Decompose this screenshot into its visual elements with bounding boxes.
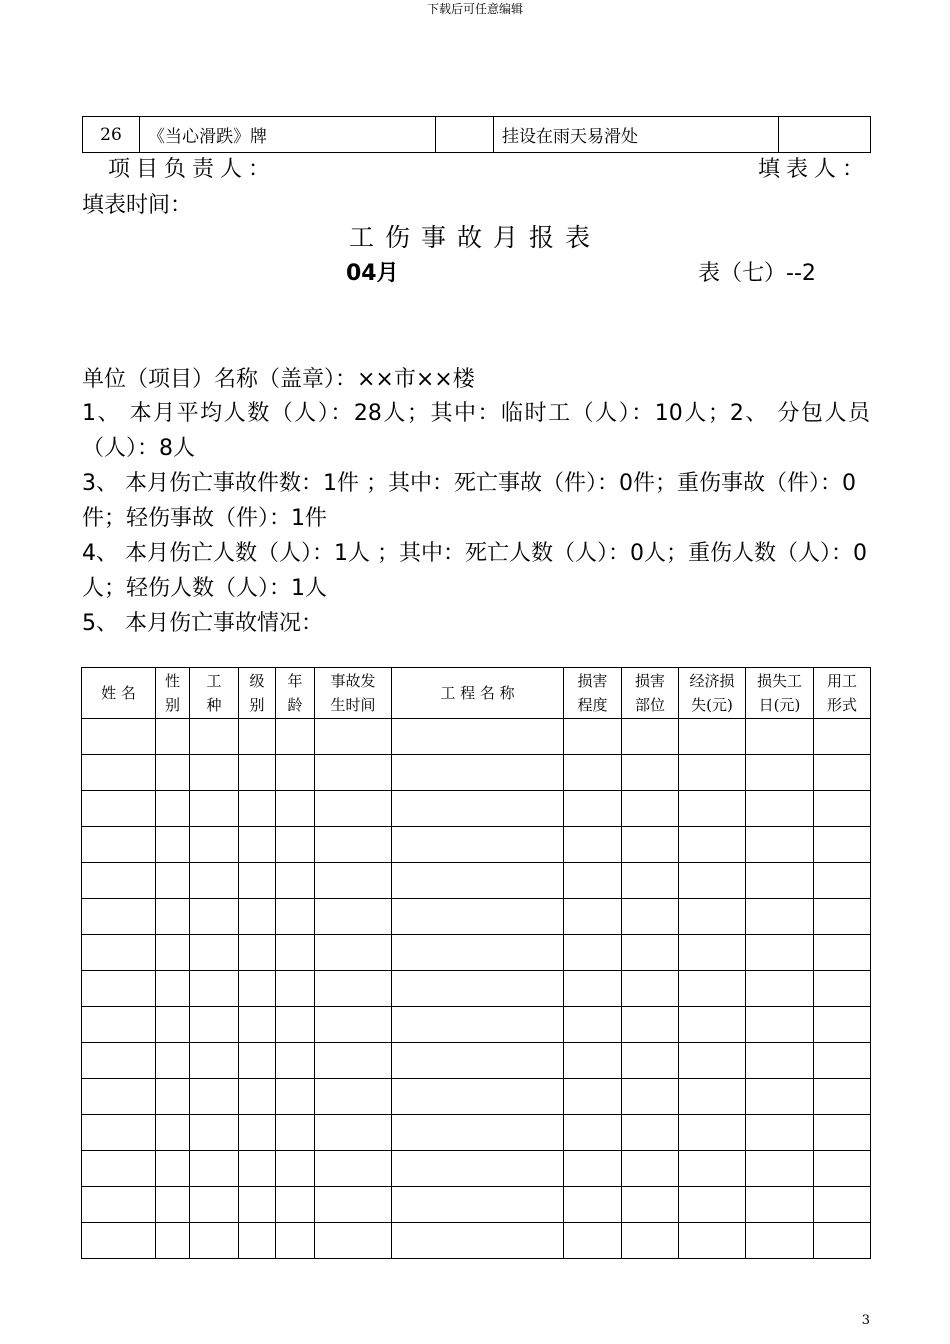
table-cell <box>276 899 315 935</box>
table-cell <box>746 935 814 971</box>
table-cell <box>679 1079 746 1115</box>
unit-name-line: 单位（项目）名称（盖章）：××市××楼 <box>82 367 475 392</box>
table-cell <box>239 755 276 791</box>
table-cell <box>156 755 190 791</box>
table-cell <box>564 1223 622 1259</box>
table-row <box>82 899 871 935</box>
sign-name: 《当心滑跌》牌 <box>140 117 436 153</box>
table-cell <box>746 791 814 827</box>
table-cell <box>239 863 276 899</box>
table-cell <box>276 1043 315 1079</box>
table-cell <box>622 755 679 791</box>
table-cell <box>814 1223 871 1259</box>
table-cell <box>564 1079 622 1115</box>
table-cell <box>156 1151 190 1187</box>
table-cell <box>315 935 392 971</box>
casualty-count-paragraph: 4、 本月伤亡人数（人）：1人 ；其中：死亡人数（人）：0人；重伤人数（人）：0人；轻伤人数（人）：1人 <box>82 541 867 601</box>
column-header <box>82 668 156 719</box>
column-header <box>392 668 564 719</box>
table-cell <box>276 1115 315 1151</box>
column-header <box>156 668 190 719</box>
table-cell <box>622 1115 679 1151</box>
table-cell <box>190 1187 239 1223</box>
table-cell <box>190 935 239 971</box>
table-cell <box>814 935 871 971</box>
table-cell <box>239 1115 276 1151</box>
watermark-header: 下载后可任意编辑 <box>426 2 523 16</box>
table-cell <box>276 719 315 755</box>
sign-quantity <box>436 117 494 153</box>
table-cell <box>82 1007 156 1043</box>
table-cell <box>315 971 392 1007</box>
table-cell <box>315 1115 392 1151</box>
table-cell <box>156 827 190 863</box>
table-cell <box>392 755 564 791</box>
table-row <box>82 1115 871 1151</box>
table-row <box>82 719 871 755</box>
table-cell <box>276 935 315 971</box>
table-cell <box>392 827 564 863</box>
table-cell <box>622 719 679 755</box>
table-cell <box>564 1007 622 1043</box>
table-cell <box>315 719 392 755</box>
table-cell <box>239 1223 276 1259</box>
table-cell <box>315 1223 392 1259</box>
table-row <box>82 1151 871 1187</box>
table-cell <box>564 863 622 899</box>
column-header <box>814 668 871 719</box>
sign-list-table <box>82 116 871 153</box>
table-cell <box>82 1115 156 1151</box>
table-cell <box>679 791 746 827</box>
table-cell <box>679 863 746 899</box>
table-cell <box>156 935 190 971</box>
table-cell <box>190 791 239 827</box>
column-header-line: 别 <box>164 696 180 714</box>
table-cell <box>190 1223 239 1259</box>
table-cell <box>564 1043 622 1079</box>
row-number: 26 <box>83 117 140 153</box>
table-cell <box>392 899 564 935</box>
table-row <box>82 971 871 1007</box>
table-cell <box>276 863 315 899</box>
table-cell <box>82 935 156 971</box>
table-cell <box>239 719 276 755</box>
table-cell <box>622 863 679 899</box>
table-cell <box>814 755 871 791</box>
table-cell <box>814 1043 871 1079</box>
table-cell <box>156 719 190 755</box>
table-cell <box>276 1079 315 1115</box>
table-cell <box>239 827 276 863</box>
table-cell <box>315 755 392 791</box>
table-cell <box>814 899 871 935</box>
headcount-paragraph: 1、 本月平均人数（人）：28人；其中：临时工（人）：10人；2、 分包人员（人）：8人 <box>82 401 870 461</box>
table-number: 表（七）--2 <box>698 261 816 286</box>
table-cell <box>746 1151 814 1187</box>
table-cell <box>622 971 679 1007</box>
table-cell <box>679 1223 746 1259</box>
table-cell <box>622 1187 679 1223</box>
column-header-line: 失(元) <box>691 696 733 714</box>
table-cell <box>564 719 622 755</box>
table-cell <box>746 899 814 935</box>
table-cell <box>315 1079 392 1115</box>
column-header-line: 别 <box>249 696 265 714</box>
table-cell <box>190 971 239 1007</box>
column-header-line: 龄 <box>287 696 303 714</box>
table-cell <box>190 1007 239 1043</box>
table-cell <box>315 1187 392 1223</box>
table-cell <box>622 827 679 863</box>
table-cell <box>82 1223 156 1259</box>
table-row <box>82 827 871 863</box>
table-cell <box>814 1151 871 1187</box>
column-header <box>276 668 315 719</box>
table-cell <box>276 1223 315 1259</box>
table-cell <box>392 791 564 827</box>
table-cell <box>190 827 239 863</box>
sign-location: 挂设在雨天易滑处 <box>494 117 779 153</box>
table-cell <box>814 1079 871 1115</box>
table-cell <box>190 1151 239 1187</box>
table-cell <box>156 1115 190 1151</box>
table-cell <box>814 791 871 827</box>
table-row <box>82 863 871 899</box>
table-cell <box>746 1007 814 1043</box>
table-cell <box>276 791 315 827</box>
table-cell <box>814 971 871 1007</box>
table-cell <box>679 719 746 755</box>
table-cell <box>82 899 156 935</box>
table-cell <box>239 1151 276 1187</box>
table-cell <box>564 1151 622 1187</box>
table-cell <box>156 971 190 1007</box>
table-cell <box>746 1187 814 1223</box>
table-cell <box>746 755 814 791</box>
table-cell <box>392 719 564 755</box>
table-cell <box>746 1043 814 1079</box>
column-header-line: 姓 名 <box>101 684 136 702</box>
column-header-line: 形式 <box>826 696 857 714</box>
column-header <box>622 668 679 719</box>
table-cell <box>679 1187 746 1223</box>
column-header-line: 程度 <box>577 696 608 714</box>
accident-situation-label: 5、 本月伤亡事故情况： <box>82 611 323 636</box>
table-cell <box>679 971 746 1007</box>
table-cell <box>392 1079 564 1115</box>
accident-detail-table <box>81 667 871 1259</box>
table-cell <box>564 971 622 1007</box>
table-cell <box>315 863 392 899</box>
table-cell <box>82 1079 156 1115</box>
table-cell <box>622 791 679 827</box>
table-cell <box>564 755 622 791</box>
column-header-line: 损害 <box>577 672 608 690</box>
table-cell <box>276 827 315 863</box>
table-cell <box>392 1007 564 1043</box>
table-cell <box>239 935 276 971</box>
column-header-line: 工 <box>206 672 222 690</box>
column-header <box>746 668 814 719</box>
sign-remark <box>779 117 871 153</box>
table-row <box>82 791 871 827</box>
table-cell <box>392 1115 564 1151</box>
page-number: 3 <box>861 1313 870 1328</box>
table-cell <box>814 1115 871 1151</box>
column-header <box>679 668 746 719</box>
table-cell <box>239 899 276 935</box>
table-cell <box>239 1187 276 1223</box>
table-cell <box>156 863 190 899</box>
project-leader-label: 项目负责人： <box>108 157 277 182</box>
table-cell <box>156 899 190 935</box>
table-cell <box>315 1007 392 1043</box>
column-header-line: 事故发 <box>330 672 376 690</box>
column-header-line: 工 程 名 称 <box>440 684 515 702</box>
table-cell <box>82 863 156 899</box>
table-cell <box>156 1223 190 1259</box>
column-header <box>190 668 239 719</box>
table-cell <box>564 1187 622 1223</box>
table-cell <box>239 1079 276 1115</box>
table-cell <box>156 1079 190 1115</box>
column-header-line: 生时间 <box>330 696 376 714</box>
table-header-row <box>82 668 871 719</box>
table-cell <box>276 1007 315 1043</box>
table-cell <box>679 1043 746 1079</box>
column-header-line: 性 <box>164 672 180 690</box>
fill-time-label: 填表时间： <box>82 193 193 218</box>
table-row <box>82 755 871 791</box>
table-cell <box>239 791 276 827</box>
table-row <box>83 117 871 153</box>
table-cell <box>392 971 564 1007</box>
table-cell <box>392 1043 564 1079</box>
table-cell <box>746 827 814 863</box>
table-cell <box>315 791 392 827</box>
column-header-line: 种 <box>206 696 222 714</box>
column-header-line: 级 <box>249 672 265 690</box>
column-header <box>564 668 622 719</box>
report-month: 04月 <box>346 261 399 286</box>
table-cell <box>82 1187 156 1223</box>
table-cell <box>679 1007 746 1043</box>
table-cell <box>564 827 622 863</box>
table-row <box>82 1187 871 1223</box>
table-row <box>82 1007 871 1043</box>
table-cell <box>679 827 746 863</box>
column-header <box>315 668 392 719</box>
table-cell <box>622 1223 679 1259</box>
table-cell <box>190 1079 239 1115</box>
table-cell <box>156 1007 190 1043</box>
table-cell <box>190 1043 239 1079</box>
table-cell <box>814 1007 871 1043</box>
table-cell <box>156 1043 190 1079</box>
table-cell <box>82 827 156 863</box>
table-cell <box>82 755 156 791</box>
table-cell <box>746 1115 814 1151</box>
column-header-line: 损失工 <box>756 672 802 690</box>
table-cell <box>679 935 746 971</box>
table-cell <box>276 971 315 1007</box>
table-cell <box>679 899 746 935</box>
table-cell <box>190 719 239 755</box>
table-row <box>82 1223 871 1259</box>
table-cell <box>746 863 814 899</box>
column-header-line: 用工 <box>826 672 857 690</box>
table-cell <box>190 755 239 791</box>
column-header-line: 损害 <box>634 672 665 690</box>
table-cell <box>392 1187 564 1223</box>
table-cell <box>315 899 392 935</box>
table-cell <box>746 719 814 755</box>
table-cell <box>82 1151 156 1187</box>
accident-count-paragraph: 3、 本月伤亡事故件数：1件 ；其中：死亡事故（件）：0件；重伤事故（件）：0件；轻伤事故（件）：1件 <box>82 471 856 531</box>
column-header-line: 日(元) <box>758 696 801 714</box>
table-cell <box>814 719 871 755</box>
table-cell <box>392 935 564 971</box>
table-cell <box>190 899 239 935</box>
table-cell <box>392 863 564 899</box>
report-title: 工伤事故月报表 <box>348 223 601 252</box>
table-cell <box>315 1043 392 1079</box>
table-cell <box>239 971 276 1007</box>
table-cell <box>622 1151 679 1187</box>
table-cell <box>82 1043 156 1079</box>
table-cell <box>746 1079 814 1115</box>
table-cell <box>315 1151 392 1187</box>
table-cell <box>622 1043 679 1079</box>
table-cell <box>276 1151 315 1187</box>
table-cell <box>392 1151 564 1187</box>
table-cell <box>564 899 622 935</box>
table-cell <box>746 971 814 1007</box>
table-cell <box>622 935 679 971</box>
table-cell <box>814 827 871 863</box>
column-header-line: 经济损 <box>689 672 735 690</box>
table-cell <box>315 827 392 863</box>
table-cell <box>239 1007 276 1043</box>
table-cell <box>392 1223 564 1259</box>
table-cell <box>156 791 190 827</box>
table-cell <box>679 1151 746 1187</box>
table-cell <box>276 755 315 791</box>
table-cell <box>190 1115 239 1151</box>
table-cell <box>622 899 679 935</box>
table-cell <box>679 755 746 791</box>
table-cell <box>82 791 156 827</box>
table-row <box>82 1079 871 1115</box>
table-cell <box>190 863 239 899</box>
table-cell <box>622 1007 679 1043</box>
table-cell <box>746 1223 814 1259</box>
table-cell <box>156 1187 190 1223</box>
column-header <box>239 668 276 719</box>
table-cell <box>239 1043 276 1079</box>
table-row <box>82 935 871 971</box>
table-cell <box>564 1115 622 1151</box>
filler-label: 填表人： <box>757 157 870 182</box>
table-cell <box>564 791 622 827</box>
table-cell <box>679 1115 746 1151</box>
column-header-line: 年 <box>287 672 303 690</box>
table-row <box>82 1043 871 1079</box>
table-cell <box>82 719 156 755</box>
table-cell <box>276 1187 315 1223</box>
table-cell <box>564 935 622 971</box>
table-cell <box>82 971 156 1007</box>
table-cell <box>622 1079 679 1115</box>
column-header-line: 部位 <box>634 696 665 714</box>
table-cell <box>814 863 871 899</box>
table-cell <box>814 1187 871 1223</box>
